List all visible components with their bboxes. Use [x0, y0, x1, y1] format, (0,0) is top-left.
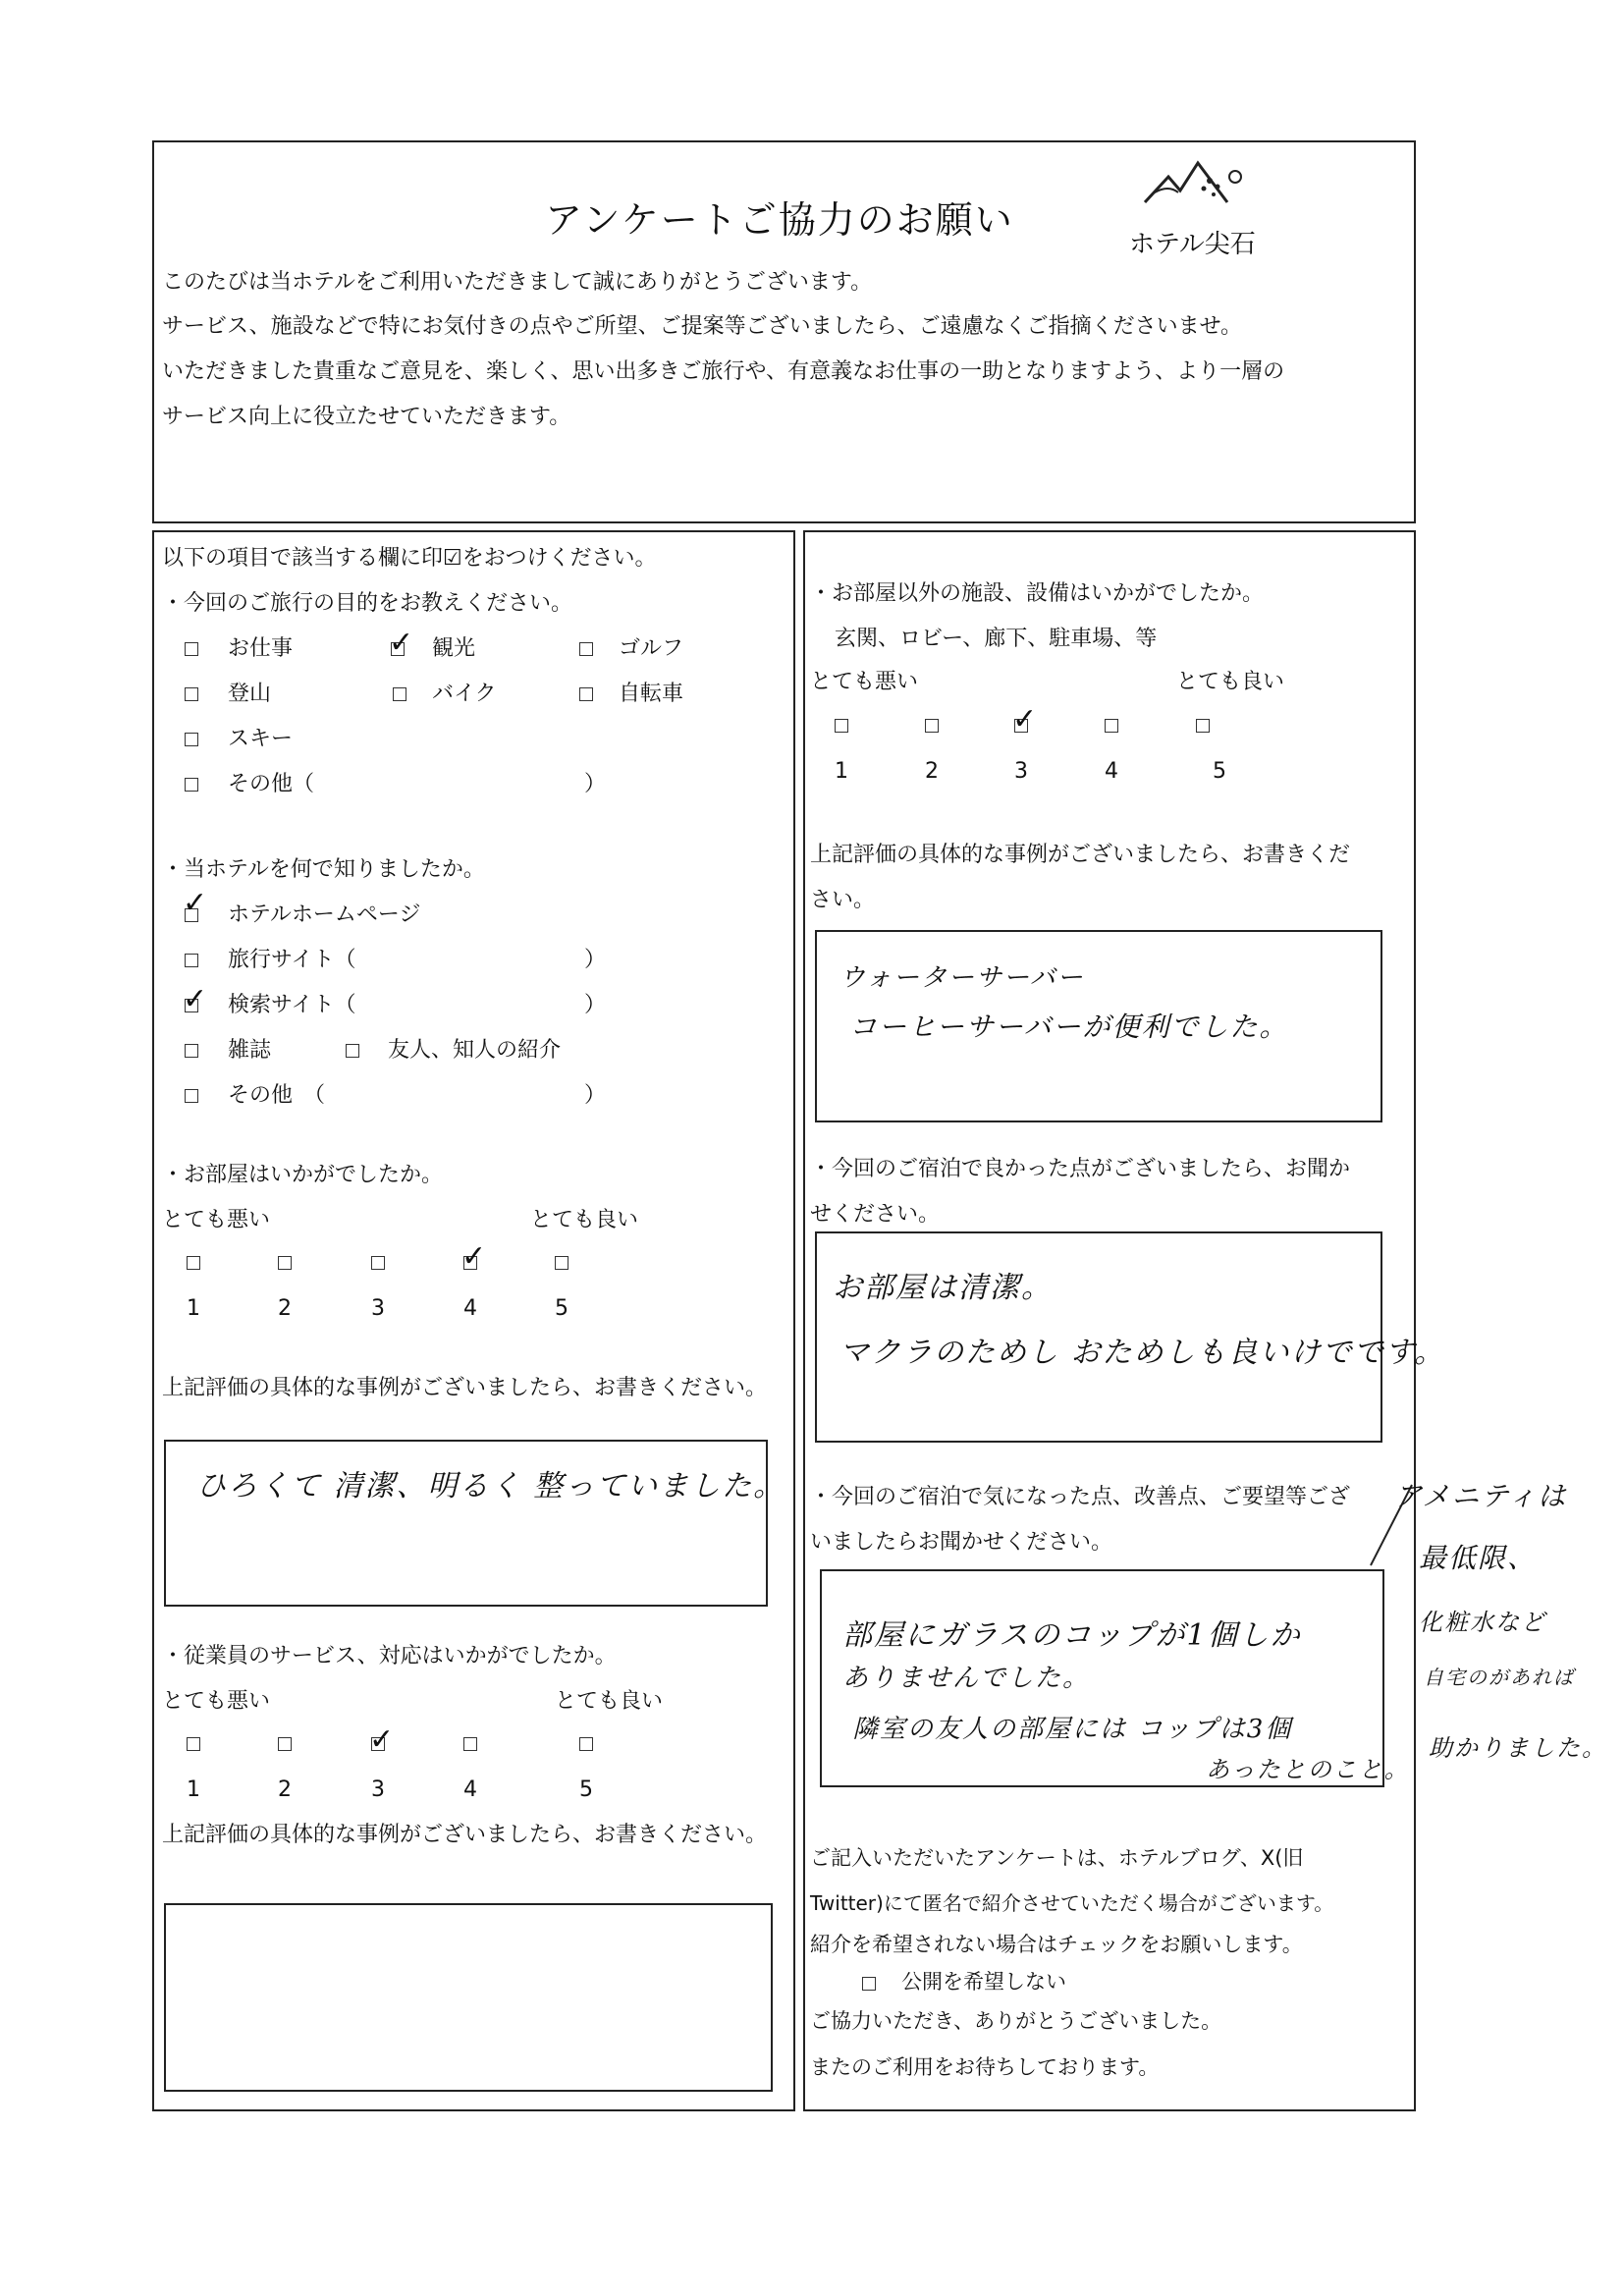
checkbox-travel-site[interactable]	[185, 954, 198, 967]
staff-rating-5[interactable]	[579, 1737, 593, 1751]
option-bicycle: 自転車	[619, 682, 684, 706]
improve-comment-line3: 隣室の友人の部屋には コップは3個	[852, 1715, 1293, 1744]
option-search-site: 検索サイト（	[228, 993, 356, 1017]
closing-line-3: 紹介を希望されない場合はチェックをお願いします。	[810, 1933, 1303, 1956]
other-source-close: ）	[584, 1083, 607, 1108]
checkbox-magazine[interactable]	[185, 1044, 198, 1058]
room-scale-high: とても良い	[530, 1208, 639, 1232]
room-num-2: 2	[278, 1296, 292, 1321]
room-num-4: 4	[463, 1296, 477, 1321]
check-mark: ✓	[183, 886, 208, 920]
closing-line-1: ご記入いただいたアンケートは、ホテルブログ、X(旧	[810, 1846, 1304, 1870]
search-site-close: ）	[584, 993, 607, 1017]
facility-num-2: 2	[925, 759, 939, 784]
other-purpose-close: ）	[584, 772, 607, 796]
checkbox-climbing[interactable]	[185, 687, 198, 701]
checkbox-bike[interactable]	[393, 687, 406, 701]
room-question: ・お部屋はいかがでしたか。	[162, 1163, 444, 1187]
check-mark: ✓	[183, 982, 208, 1016]
option-sightseeing: 観光	[432, 636, 476, 661]
option-magazine: 雑誌	[228, 1038, 272, 1063]
facility-scale-high: とても良い	[1176, 670, 1285, 694]
checkbox-ski[interactable]	[185, 733, 198, 746]
intro-line-3: いただきました貴重なご意見を、楽しく、思い出多きご旅行や、有意義なお仕事の一助となりますよう、より一層の	[162, 359, 1285, 384]
source-question: ・当ホテルを何で知りましたか。	[162, 857, 485, 882]
facility-num-3: 3	[1014, 759, 1028, 784]
no-publish-label: 公開を希望しない	[901, 1970, 1066, 1994]
facility-num-1: 1	[835, 759, 848, 784]
logo-text: ホテル尖石	[1129, 230, 1256, 259]
purpose-question: ・今回のご旅行の目的をお教えください。	[162, 591, 573, 616]
check-mark: ✓	[389, 626, 414, 660]
option-bike: バイク	[432, 682, 497, 706]
room-num-3: 3	[371, 1296, 385, 1321]
facility-rating-2[interactable]	[925, 719, 939, 733]
checkbox-other-source[interactable]	[185, 1089, 198, 1103]
facility-comment-line1: ウォーターサーバー	[839, 963, 1085, 993]
facility-scale-low: とても悪い	[810, 670, 919, 694]
option-homepage: ホテルホームページ	[228, 902, 421, 927]
checkbox-no-publish[interactable]	[862, 1977, 876, 1991]
option-other-purpose: その他（	[228, 772, 315, 796]
improve-question-line2: いましたらお聞かせください。	[810, 1530, 1113, 1555]
option-work: お仕事	[228, 636, 294, 661]
closing-line-5: ご協力いただき、ありがとうございました。	[810, 2009, 1222, 2033]
option-climbing: 登山	[228, 682, 272, 706]
staff-question: ・従業員のサービス、対応はいかがでしたか。	[162, 1644, 617, 1668]
closing-line-6: またのご利用をお待ちしております。	[810, 2055, 1160, 2079]
checkbox-bicycle[interactable]	[579, 687, 593, 701]
facility-comment-line2: コーヒーサーバーが便利でした。	[849, 1011, 1289, 1043]
hotel-logo-icon	[1139, 155, 1247, 216]
margin-note-line5: 助かりました。	[1429, 1734, 1607, 1762]
facility-examples: 玄関、ロビー、廊下、駐車場、等	[835, 627, 1158, 651]
improve-question-line1: ・今回のご宿泊で気になった点、改善点、ご要望等ござ	[810, 1485, 1351, 1509]
check-mark: ✓	[1012, 702, 1038, 737]
margin-note-line3: 化粧水など	[1419, 1609, 1546, 1636]
staff-rating-2[interactable]	[278, 1737, 292, 1751]
intro-line-4: サービス向上に役立たせていただきます。	[162, 405, 571, 429]
facility-num-5: 5	[1213, 759, 1226, 784]
facility-num-4: 4	[1105, 759, 1118, 784]
improve-comment-line1: 部屋にガラスのコップが1個しか	[842, 1618, 1302, 1653]
room-rating-2[interactable]	[278, 1256, 292, 1270]
option-golf: ゴルフ	[619, 636, 684, 661]
check-mark: ✓	[369, 1722, 395, 1757]
staff-num-4: 4	[463, 1777, 477, 1802]
room-comment: ひろくて 清潔、明るく 整っていました。	[196, 1469, 785, 1503]
improve-comment-line4: あったとのこと。	[1206, 1756, 1410, 1783]
good-comment-line1: お部屋は清潔。	[833, 1271, 1053, 1305]
good-question-line2: せください。	[810, 1202, 941, 1227]
staff-scale-low: とても悪い	[162, 1689, 271, 1714]
staff-num-1: 1	[187, 1777, 200, 1802]
checkbox-friend[interactable]	[346, 1044, 359, 1058]
closing-line-2: Twitter)にて匿名で紹介させていただく場合がございます。	[810, 1891, 1334, 1915]
option-other-source: その他 （	[228, 1083, 326, 1108]
staff-prompt: 上記評価の具体的な事例がございましたら、お書きください。	[162, 1823, 768, 1847]
staff-rating-4[interactable]	[463, 1737, 477, 1751]
intro-line-1: このたびは当ホテルをご利用いただきまして誠にありがとうございます。	[162, 270, 873, 295]
facility-question: ・お部屋以外の施設、設備はいかがでしたか。	[810, 581, 1265, 606]
check-mark: ✓	[461, 1239, 487, 1274]
room-scale-low: とても悪い	[162, 1208, 271, 1232]
good-comment-line2: マクラのためし おためしも良いけでです。	[839, 1336, 1446, 1370]
checkbox-golf[interactable]	[579, 642, 593, 656]
margin-note-line4: 自宅のがあれば	[1424, 1666, 1575, 1689]
staff-rating-1[interactable]	[187, 1737, 200, 1751]
good-question-line1: ・今回のご宿泊で良かった点がございましたら、お聞か	[810, 1157, 1351, 1181]
facility-rating-4[interactable]	[1105, 719, 1118, 733]
instruction-text: 以下の項目で該当する欄に印☑をおつけください。	[162, 546, 657, 571]
option-ski: スキー	[228, 727, 294, 751]
room-num-1: 1	[187, 1296, 200, 1321]
facility-prompt-line2: さい。	[810, 888, 876, 912]
checkbox-other-purpose[interactable]	[185, 778, 198, 792]
staff-num-5: 5	[579, 1777, 593, 1802]
facility-prompt-line1: 上記評価の具体的な事例がございましたら、お書きくだ	[810, 843, 1351, 867]
travel-site-close: ）	[584, 948, 607, 972]
facility-rating-1[interactable]	[835, 719, 848, 733]
staff-num-3: 3	[371, 1777, 385, 1802]
option-friend: 友人、知人の紹介	[388, 1038, 562, 1063]
checkbox-work[interactable]	[185, 642, 198, 656]
staff-comment-box[interactable]	[164, 1903, 773, 2092]
option-travel-site: 旅行サイト（	[228, 948, 356, 972]
staff-num-2: 2	[278, 1777, 292, 1802]
staff-scale-high: とても良い	[555, 1689, 664, 1714]
margin-note-line1: アメニティは	[1394, 1480, 1568, 1512]
room-num-5: 5	[555, 1296, 568, 1321]
room-prompt: 上記評価の具体的な事例がございましたら、お書きください。	[162, 1376, 768, 1400]
room-rating-5[interactable]	[555, 1256, 568, 1270]
room-rating-3[interactable]	[371, 1256, 385, 1270]
facility-rating-5[interactable]	[1196, 719, 1210, 733]
left-column	[152, 530, 795, 2111]
page-title: アンケートご協力のお願い	[545, 198, 1014, 242]
intro-line-2: サービス、施設などで特にお気付きの点やご所望、ご提案等ございましたら、ご遠慮なくご指摘くださいませ。	[162, 314, 1243, 339]
improve-comment-line2: ありませんでした。	[842, 1664, 1091, 1693]
room-rating-1[interactable]	[187, 1256, 200, 1270]
margin-note-line2: 最低限、	[1419, 1542, 1538, 1574]
